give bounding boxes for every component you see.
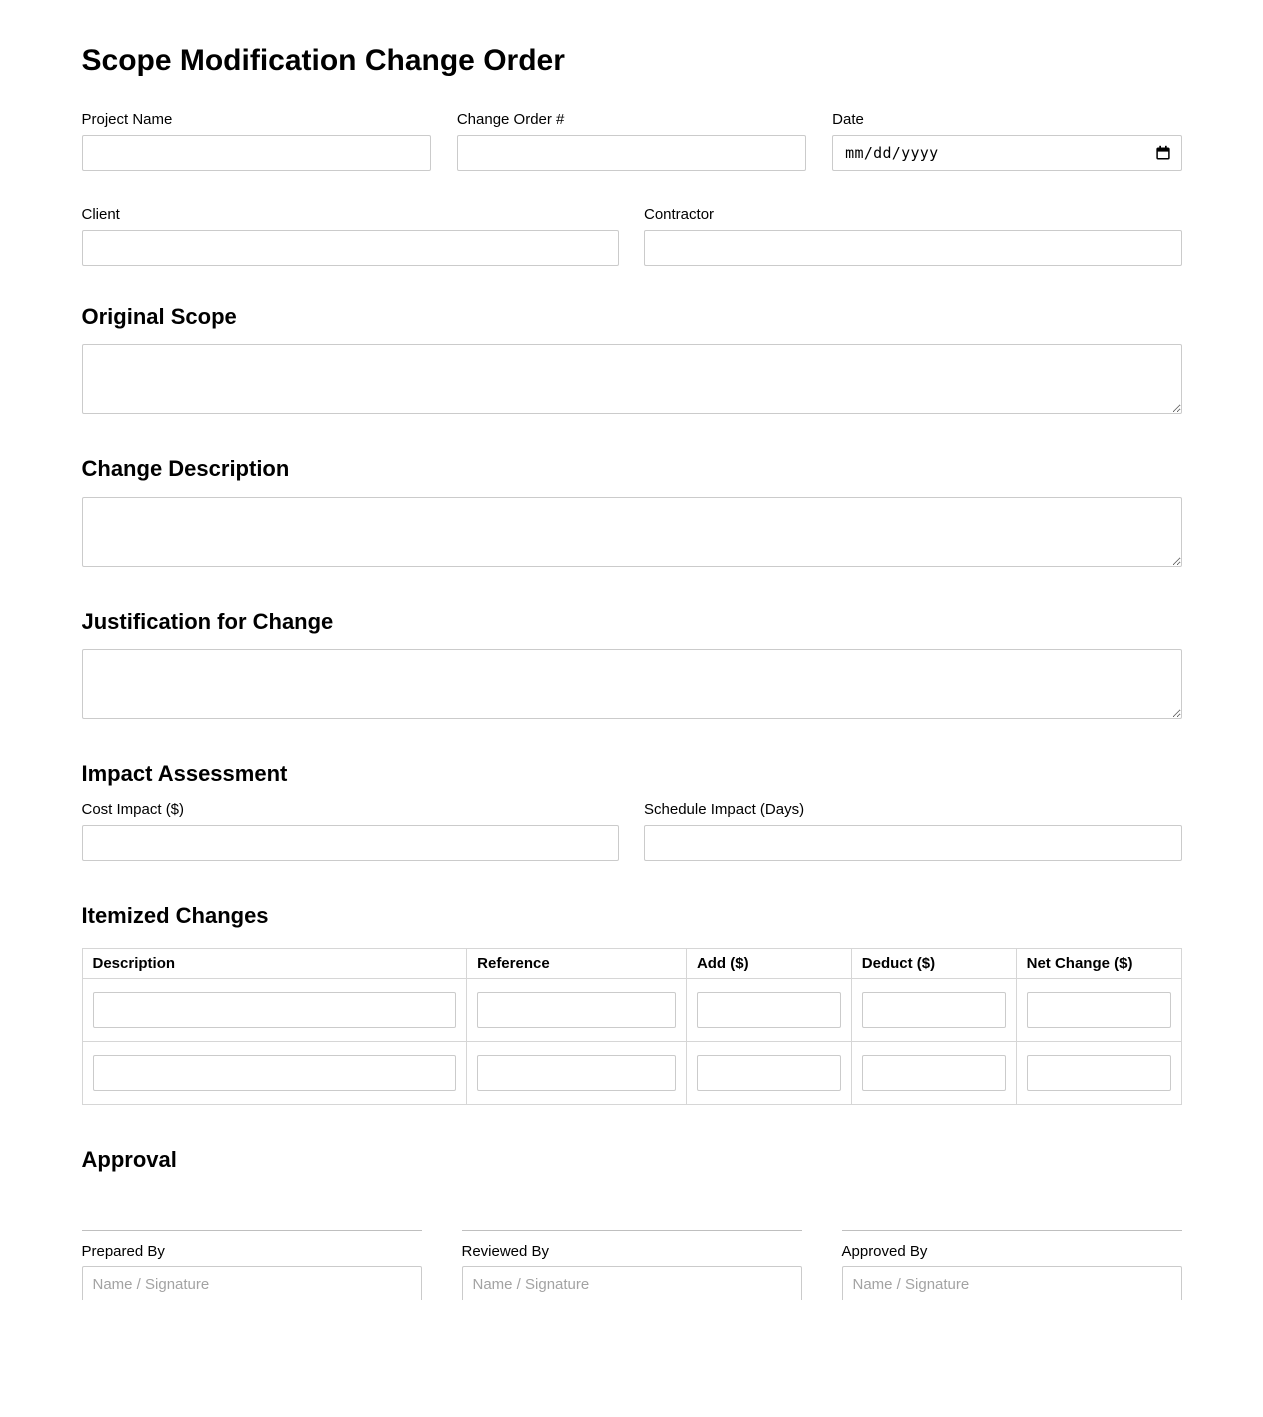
row1-description-input[interactable] [93,992,457,1028]
reviewed-by-input[interactable] [462,1266,802,1300]
itemized-changes-table [82,948,1182,1105]
calendar-icon[interactable] [1155,145,1171,161]
original-scope-textarea[interactable] [82,344,1182,414]
original-scope-heading: Original Scope [81,304,237,329]
justification-heading: Justification for Change [81,608,334,634]
table-header-row [82,948,1181,978]
table-row [82,978,1181,1041]
client-input[interactable] [82,230,620,266]
column-header-description: Description [82,948,467,978]
date-input[interactable] [832,135,1181,171]
table-row [82,1041,1181,1104]
row2-description-input[interactable] [93,1055,457,1091]
contractor-input[interactable] [644,230,1182,266]
header-fields-row [82,111,1182,171]
project-name-field [82,111,431,171]
column-header-add: Add ($) [686,948,851,978]
row2-reference-input[interactable] [477,1055,676,1091]
schedule-impact-label: Schedule Impact (Days) [644,801,805,819]
row2-net-change-input[interactable] [1027,1055,1171,1091]
client-field [82,206,620,266]
row1-reference-input[interactable] [477,992,676,1028]
justification-textarea[interactable] [82,649,1182,719]
project-name-input[interactable] [82,135,431,171]
row2-add-input[interactable] [697,1055,841,1091]
project-name-label: Project Name [81,110,173,128]
date-placeholder: mm/dd/yyyy [845,143,939,162]
party-fields-row [82,206,1182,266]
row1-net-change-input[interactable] [1027,992,1171,1028]
schedule-impact-field [644,801,1182,861]
impact-assessment-heading: Impact Assessment [81,760,288,786]
schedule-impact-input[interactable] [644,825,1182,861]
change-order-form [82,0,1182,1300]
change-description-textarea[interactable] [82,497,1182,567]
approved-by-label: Approved By [841,1243,928,1261]
reviewed-by-label: Reviewed By [461,1243,550,1261]
change-order-label: Change Order # [456,110,565,128]
column-header-reference: Reference [467,948,687,978]
approval-signature-row [82,1230,1182,1300]
date-field [832,111,1181,171]
change-description-heading: Change Description [81,456,290,482]
impact-fields-row [82,801,1182,861]
itemized-changes-heading: Itemized Changes [81,903,269,929]
approved-by-input[interactable] [842,1266,1182,1300]
prepared-by-block [82,1230,422,1300]
contractor-field [644,206,1182,266]
cost-impact-input[interactable] [82,825,620,861]
contractor-label: Contractor [644,205,715,223]
change-order-input[interactable] [457,135,806,171]
row1-add-input[interactable] [697,992,841,1028]
column-header-deduct: Deduct ($) [851,948,1016,978]
approved-by-block [842,1230,1182,1300]
date-label: Date [832,110,864,128]
prepared-by-label: Prepared By [81,1243,165,1261]
prepared-by-input[interactable] [82,1266,422,1300]
page-title: Scope Modification Change Order [81,44,565,77]
row1-deduct-input[interactable] [862,992,1006,1028]
change-order-field [457,111,806,171]
cost-impact-label: Cost Impact ($) [81,801,185,819]
column-header-net-change: Net Change ($) [1016,948,1181,978]
reviewed-by-block [462,1230,802,1300]
cost-impact-field [82,801,620,861]
row2-deduct-input[interactable] [862,1055,1006,1091]
approval-heading: Approval [81,1146,177,1172]
client-label: Client [81,205,120,223]
